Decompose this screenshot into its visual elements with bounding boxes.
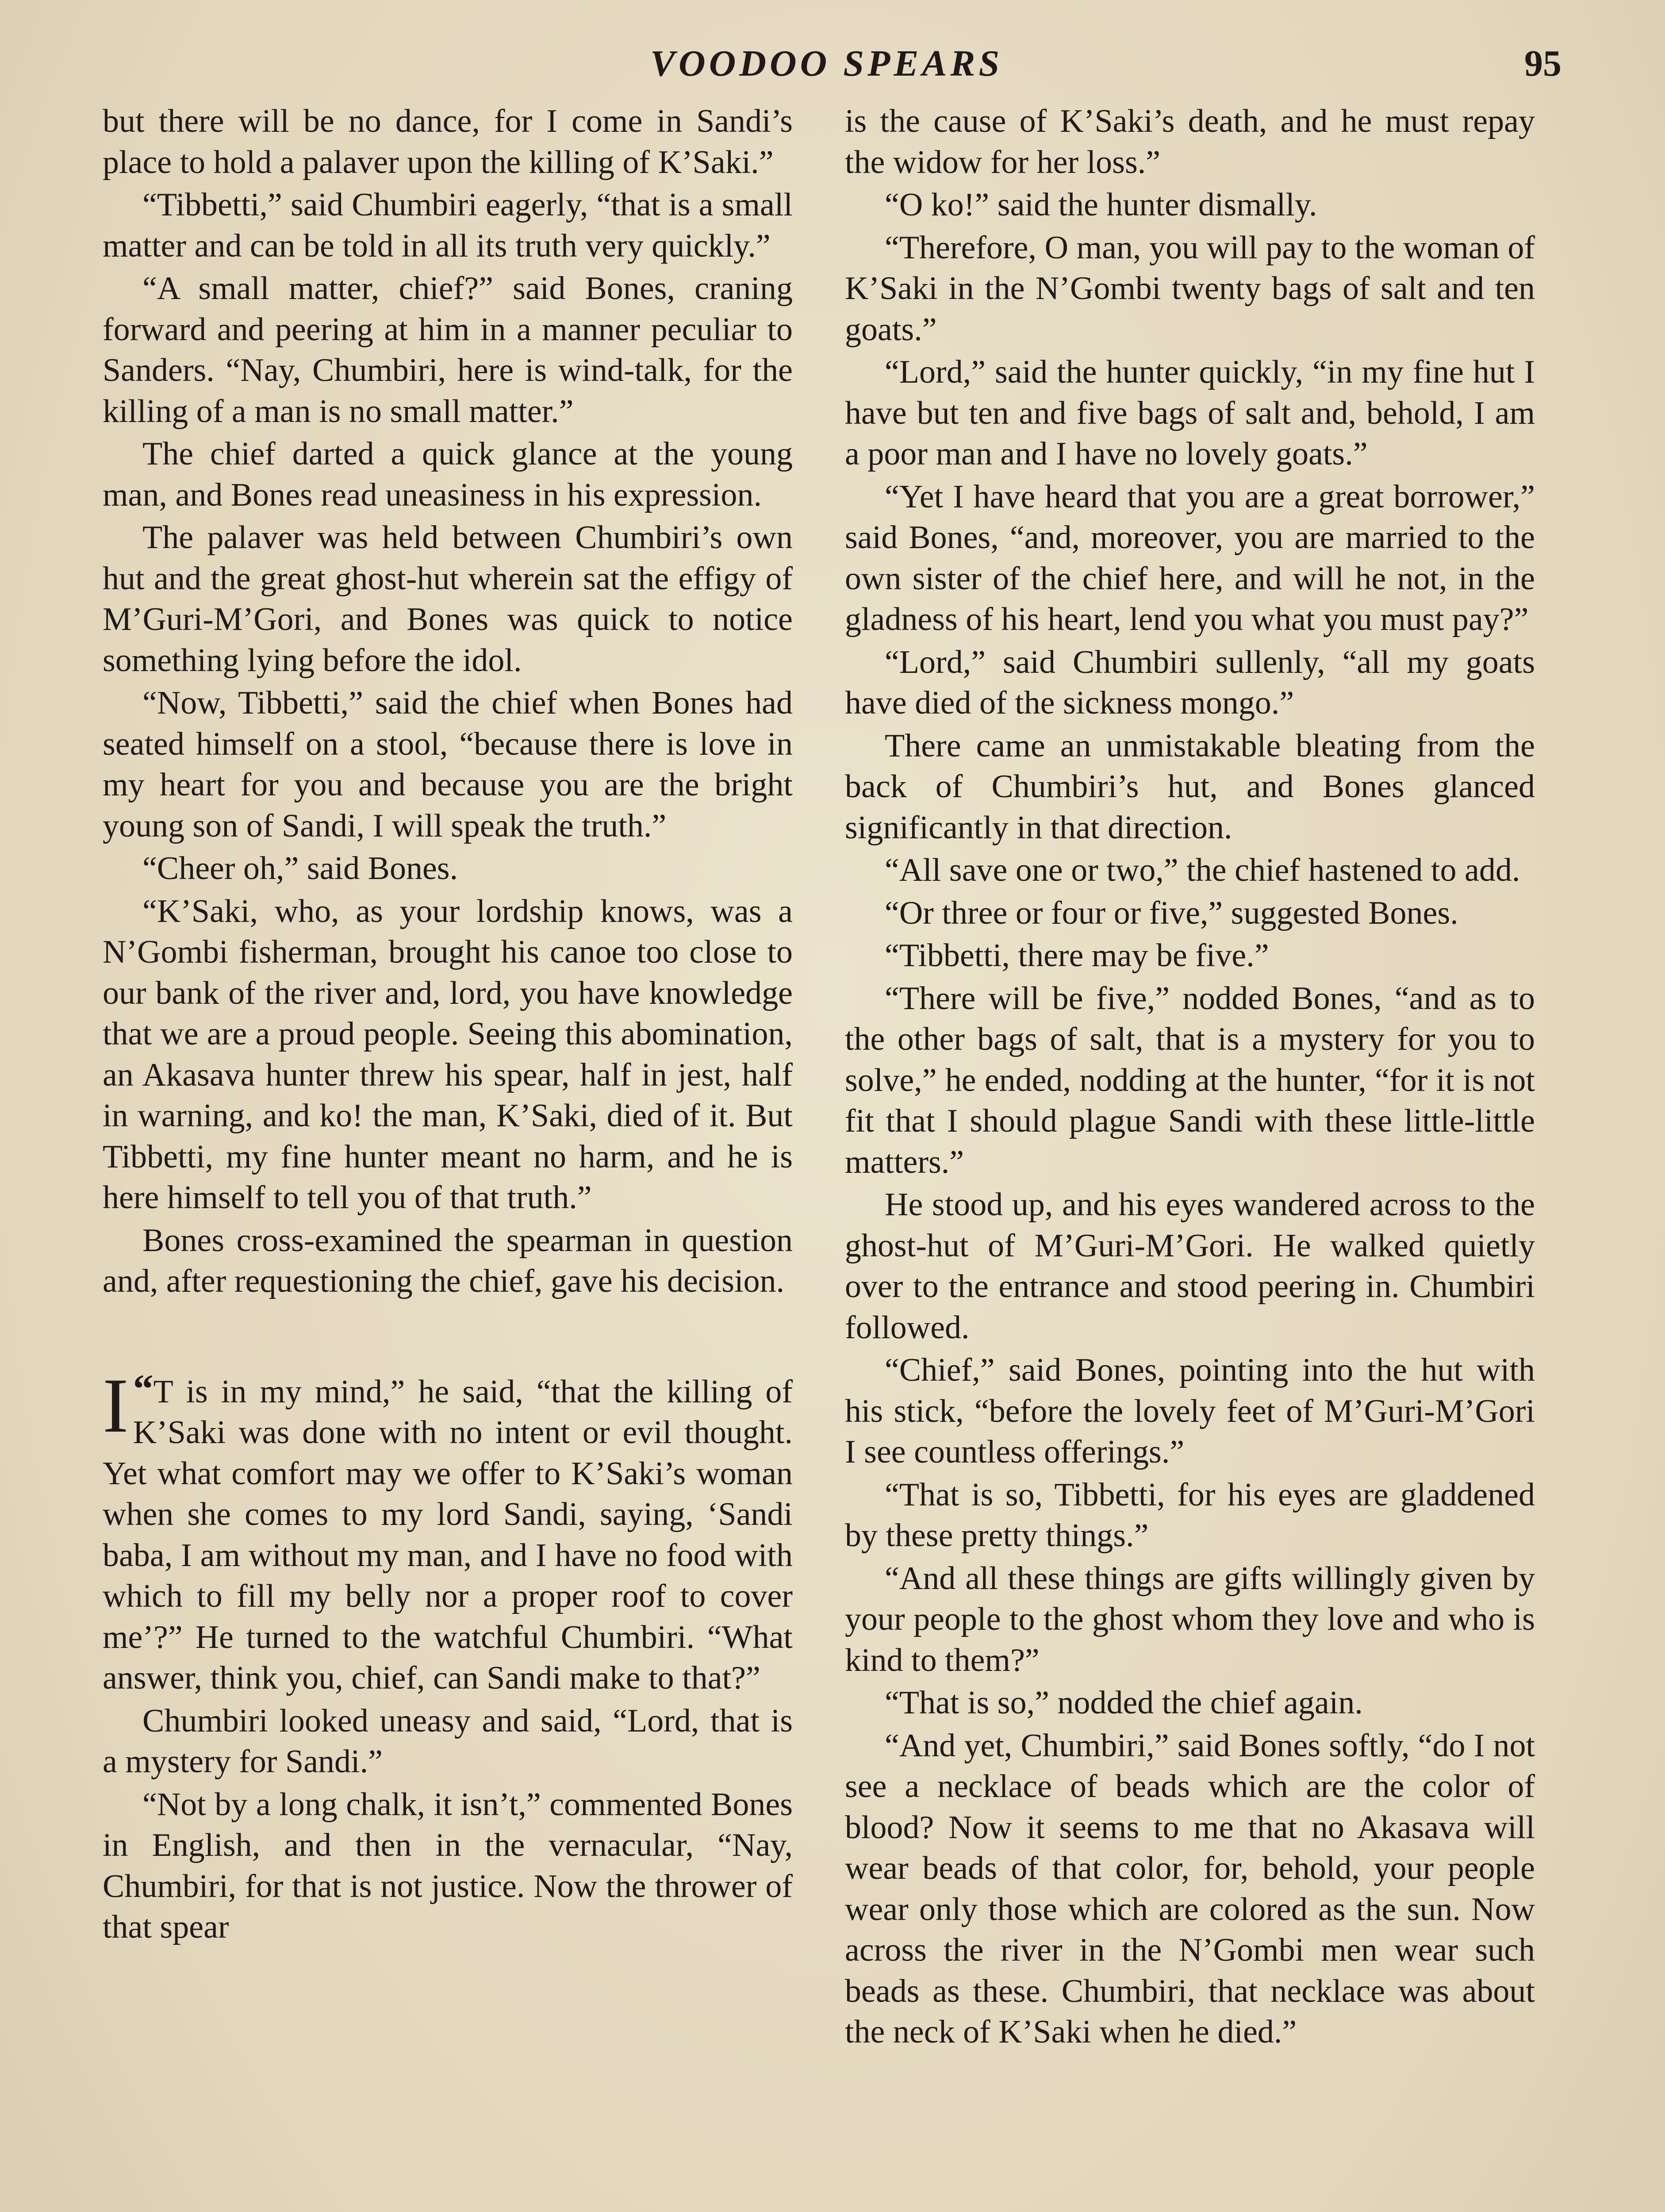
paragraph: “Now, Tibbetti,” said the chief when Bones had seated himself on a stool, “because there is love in my heart for you and because you are the bright young son of Sandi, I will speak the truth.” (103, 685, 793, 844)
page-number: 95 (1524, 43, 1561, 84)
paragraph: is the cause of K’Saki’s death, and he must repay the widow for her loss.” (845, 103, 1535, 180)
paragraph: Bones cross-examined the spearman in question and, after requestioning the chief, gave his decision. (103, 1222, 793, 1299)
paragraph: “Therefore, O man, you will pay to the woman of K’Saki in the N’Gombi twenty bags of salt and ten goats.” (845, 229, 1535, 348)
paragraph: “Cheer oh,” said Bones. (142, 850, 458, 887)
paragraph: Chumbiri looked uneasy and said, “Lord, that is a mystery for Sandi.” (103, 1702, 793, 1780)
paragraph: “Chief,” said Bones, pointing into the hut with his stick, “before the lovely feet of M’Guri-M’Gori I see countless offerings.” (845, 1352, 1535, 1470)
paragraph: “And yet, Chumbiri,” said Bones softly, “do I not see a necklace of beads which are the color of blood? Now it seems to me that no Akasava will wear beads of that color, for, behold, your people wear only those which are colored as the sun. Now across the river in the N’Gombi men wear such beads as these. Chumbiri, that necklace was about the neck of K’Saki when he died.” (845, 1727, 1535, 2050)
paragraph: “All save one or two,” the chief hastened to add. (885, 852, 1520, 888)
section-start-paragraph (103, 1362, 793, 1699)
paragraph: “A small matter, chief?” said Bones, craning forward and peering at him in a manner peculiar to Sanders. “Nay, Chumbiri, here is wind-talk, for the killing of a man is no small matter.” (103, 270, 793, 430)
paragraph: The palaver was held between Chumbiri’s own hut and the great ghost-hut wherein sat the effigy of M’Guri-M’Gori, and Bones was quick to notice something lying before the idol. (103, 519, 793, 679)
paragraph: The chief darted a quick glance at the young man, and Bones read uneasiness in his expression. (103, 436, 793, 513)
drop-cap-letter: I (103, 1362, 129, 1449)
paragraph: “That is so,” nodded the chief again. (885, 1685, 1363, 1721)
paragraph: “O ko!” said the hunter dismally. (885, 187, 1317, 223)
paragraph: He stood up, and his eyes wandered across to the ghost-hut of M’Guri-M’Gori. He walked quietly over to the entrance and stood peering in. Chumbiri followed. (845, 1187, 1535, 1346)
paragraph: “There will be five,” nodded Bones, “and as to the other bags of salt, that is a mystery for you to solve,” he ended, nodding at the hunter, “for it is not fit that I should plague Sandi with these little-little matters.” (845, 980, 1535, 1180)
paragraph: “Lord,” said Chumbiri sullenly, “all my goats have died of the sickness mongo.” (845, 644, 1535, 721)
paragraph: “Tibbetti,” said Chumbiri eagerly, “that is a small matter and can be told in all its truth very quickly.” (103, 187, 793, 264)
paragraph: “Yet I have heard that you are a great borrower,” said Bones, “and, moreover, you are married to the own sister of the chief here, and will he not, in the gladness of his heart, lend you what you must pay?” (845, 478, 1535, 637)
right-column (845, 101, 1535, 2055)
paragraph-text: T is in my mind,” he said, “that the killing of K’Saki was done with no intent or evil thought. Yet what comfort may we offer to K’Saki’s woman when she comes to my lord Sandi, saying, ‘Sandi baba, I am without my man, and I have no food with which to fill my belly nor a proper roof to cover me’?” He turned to the watchful Chumbiri. “What answer, think you, chief, can Sandi make to that?” (103, 1373, 793, 1696)
left-column (103, 101, 793, 1950)
paragraph: There came an unmistakable bleating from the back of Chumbiri’s hut, and Bones glanced significantly in that direction. (845, 727, 1535, 846)
paragraph: “K’Saki, who, as your lordship knows, was a N’Gombi fisherman, brought his canoe too close to our bank of the river and, lord, you have knowledge that we are a proud people. Seeing this abomination, an Akasava hunter threw his spear, half in jest, half in warning, and ko! the man, K’Saki, died of it. But Tibbetti, my fine hunter meant no harm, and he is here himself to tell you of that truth.” (103, 893, 793, 1216)
opening-quote-mark: “ (133, 1366, 153, 1411)
paragraph: “And all these things are gifts willingly given by your people to the ghost whom they love and who is kind to them?” (845, 1560, 1535, 1678)
running-title: VOODOO SPEARS (650, 43, 1003, 84)
page-header (102, 42, 1561, 100)
paragraph: “Not by a long chalk, it isn’t,” commented Bones in English, and then in the vernacular, “Nay, Chumbiri, for that is not justice. Now the thrower of that spear (103, 1786, 793, 1945)
paragraph: but there will be no dance, for I come in Sandi’s place to hold a palaver upon the killing of K’Saki.” (103, 103, 793, 180)
paragraph: “Tibbetti, there may be five.” (885, 937, 1269, 974)
paragraph: “Or three or four or five,” suggested Bones. (885, 895, 1458, 931)
paragraph: “That is so, Tibbetti, for his eyes are gladdened by these pretty things.” (845, 1476, 1535, 1554)
paragraph: “Lord,” said the hunter quickly, “in my fine hut I have but ten and five bags of salt and, behold, I am a poor man and I have no lovely goats.” (845, 354, 1535, 472)
